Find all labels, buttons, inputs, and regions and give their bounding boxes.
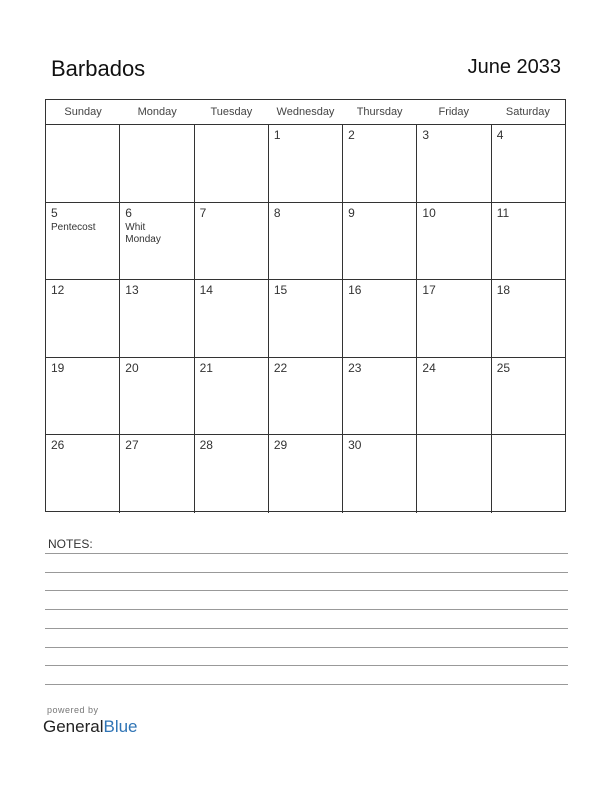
day-cell <box>417 203 491 280</box>
day-number: 18 <box>496 283 511 297</box>
day-number: 24 <box>422 360 436 375</box>
day-number: 9 <box>348 205 355 220</box>
day-cell <box>195 203 269 280</box>
day-number: 22 <box>273 360 288 375</box>
day-number: 16 <box>348 283 362 297</box>
weekday-thursday: Thursday <box>356 106 403 118</box>
calendar-month-title: June 2033 <box>467 56 561 78</box>
holiday-label: Pentecost <box>51 221 96 233</box>
day-cell <box>343 435 417 513</box>
day-number: 8 <box>273 205 281 220</box>
notes-line <box>45 684 568 685</box>
notes-line <box>45 590 568 591</box>
day-cell <box>195 125 269 202</box>
day-number: 25 <box>496 360 511 375</box>
day-cell <box>120 435 194 513</box>
day-cell <box>195 358 269 435</box>
day-cell <box>120 125 194 202</box>
weekday-wednesday: Wednesday <box>276 106 335 118</box>
notes-line <box>45 647 568 648</box>
weekday-sunday: Sunday <box>64 106 102 118</box>
day-number: 13 <box>125 283 139 297</box>
notes-line <box>45 609 568 610</box>
week-row <box>46 435 565 513</box>
day-number: 12 <box>51 283 65 297</box>
notes-line <box>45 572 568 573</box>
notes-line <box>45 665 568 666</box>
week-row <box>46 203 565 281</box>
day-number: 1 <box>273 128 281 142</box>
day-number: 30 <box>348 438 362 452</box>
day-cell <box>343 358 417 435</box>
weekday-saturday: Saturday <box>505 106 550 118</box>
day-number: 5 <box>51 205 58 220</box>
week-row <box>46 125 565 203</box>
day-cell <box>269 203 343 280</box>
day-number: 20 <box>125 360 139 375</box>
day-cell <box>417 435 491 513</box>
generalblue-logo <box>43 717 138 737</box>
day-number: 3 <box>422 128 430 142</box>
day-number: 19 <box>51 360 65 375</box>
day-cell <box>417 358 491 435</box>
day-cell <box>492 280 565 357</box>
day-number: 11 <box>496 205 510 220</box>
holiday-label: Whit Monday <box>125 221 161 245</box>
day-number: 26 <box>51 438 65 452</box>
day-cell <box>46 280 120 357</box>
notes-line <box>45 553 568 554</box>
day-cell <box>46 358 120 435</box>
weekday-header-row <box>46 100 565 125</box>
brand-name-part1: General <box>43 717 104 736</box>
day-cell <box>120 203 194 280</box>
day-number: 10 <box>422 205 436 220</box>
day-cell <box>46 203 120 280</box>
day-cell <box>492 435 565 513</box>
notes-label: NOTES: <box>48 537 93 551</box>
brand-name-part2: Blue <box>103 717 138 736</box>
day-number: 7 <box>199 205 207 220</box>
weekday-tuesday: Tuesday <box>210 106 253 118</box>
day-cell <box>417 280 491 357</box>
calendar-grid <box>45 99 566 512</box>
day-cell <box>269 280 343 357</box>
day-number: 14 <box>199 283 213 297</box>
day-cell <box>492 358 565 435</box>
day-number: 23 <box>348 360 362 375</box>
day-number: 2 <box>348 128 355 142</box>
calendar-country-title: Barbados <box>51 56 146 81</box>
day-number: 17 <box>422 283 436 297</box>
day-cell <box>46 125 120 202</box>
day-number: 6 <box>125 205 132 220</box>
weekday-friday: Friday <box>438 106 470 118</box>
day-cell <box>343 203 417 280</box>
day-cell <box>195 280 269 357</box>
day-number: 29 <box>273 438 288 452</box>
weekday-monday: Monday <box>137 106 177 118</box>
week-row <box>46 280 565 358</box>
day-cell <box>343 125 417 202</box>
day-cell <box>195 435 269 513</box>
day-cell <box>417 125 491 202</box>
day-cell <box>343 280 417 357</box>
day-cell <box>120 280 194 357</box>
day-number: 15 <box>273 283 288 297</box>
day-cell <box>120 358 194 435</box>
day-number: 28 <box>199 438 213 452</box>
day-cell <box>269 435 343 513</box>
week-row <box>46 358 565 436</box>
day-cell <box>269 125 343 202</box>
day-cell <box>46 435 120 513</box>
notes-line <box>45 628 568 629</box>
day-number: 21 <box>199 360 213 375</box>
day-number: 4 <box>496 128 504 142</box>
day-cell <box>492 125 565 202</box>
day-cell <box>269 358 343 435</box>
powered-by-text: powered by <box>47 705 99 715</box>
day-number: 27 <box>125 438 139 452</box>
day-cell <box>492 203 565 280</box>
